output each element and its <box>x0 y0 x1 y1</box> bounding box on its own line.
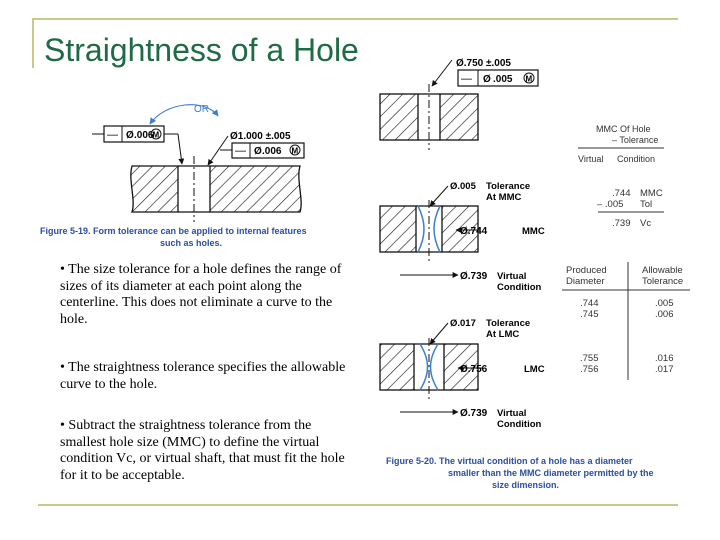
table-row-tolerance: .006 <box>655 309 674 320</box>
vc2-dia: Ø.739 <box>460 408 488 419</box>
straightness-symbol: — <box>461 73 472 85</box>
fcf-left-mod: M <box>152 130 160 140</box>
lmc-tol-at: At LMC <box>486 329 520 340</box>
table-row-tolerance: .005 <box>655 298 674 309</box>
table-row-diameter: .755 <box>580 353 599 364</box>
bullet-virtual-condition: • Subtract the straightness tolerance from the smallest hole size (MMC) to define the virtual condition Vc, or virtual shaft, that must fit the hole for it to be acceptable. <box>60 418 345 483</box>
lmc-dia: Ø.756 <box>460 364 488 375</box>
diameter-symbol: Ø <box>126 130 134 141</box>
fig20-lmc-case <box>380 318 545 430</box>
or-label: OR <box>194 104 209 115</box>
fig20-fcf-value: .005 <box>493 74 513 85</box>
calc-minus-005: – .005 <box>597 199 624 210</box>
slide-title: Straightness of a Hole <box>44 32 359 68</box>
lmc-word: LMC <box>524 364 545 375</box>
vc2-word1: Virtual <box>497 408 527 419</box>
fig20-top-part <box>380 84 478 150</box>
fig20-fcf <box>458 70 538 86</box>
calc-739: .739 <box>612 218 631 229</box>
calc-vc: Vc <box>640 218 652 229</box>
fcf-right <box>220 143 304 158</box>
mmc-tol-value: Ø.005 <box>450 181 476 192</box>
bullet-straightness-tolerance: • The straightness tolerance specifies the allowable curve to the hole. <box>60 360 346 392</box>
legend-virtual: Virtual <box>578 154 604 164</box>
table-row-tolerance: .016 <box>655 353 674 364</box>
fig20-caption-line3: size dimension. <box>492 480 560 490</box>
calc-tol: Tol <box>640 199 653 210</box>
fig20-mmc-case <box>380 181 545 293</box>
fig19-part-section <box>131 156 301 222</box>
calc-mmc: MMC <box>640 188 663 199</box>
fig19-size-label: Ø1.000 ±.005 <box>230 131 291 142</box>
fcf-left <box>92 126 182 164</box>
straightness-symbol: — <box>107 129 118 141</box>
legend-condition: Condition <box>617 154 656 164</box>
vc1-word1: Virtual <box>497 271 527 282</box>
fig20-legend <box>578 124 664 164</box>
figure-5-20 <box>380 58 690 490</box>
vc1-word2: Condition <box>497 282 542 293</box>
mmc-tol-word: Tolerance <box>486 181 531 192</box>
table-head-allowable: Allowable <box>642 265 683 276</box>
fig19-caption-line1: Figure 5-19. Form tolerance can be applied to internal features <box>40 226 307 236</box>
fig20-table <box>562 262 690 380</box>
bullet-size-tolerance: • The size tolerance for a hole defines the range of sizes of its diameter at each point along the centerline. This does not eliminate a curve to the hole. <box>60 262 342 327</box>
fcf-right-mod: M <box>291 146 299 156</box>
fig20-caption-line1: Figure 5-20. The virtual condition of a hole has a diameter <box>386 456 633 466</box>
fcf-left-value: .006 <box>134 130 154 141</box>
mmc-word: MMC <box>522 226 545 237</box>
legend-tolerance: – Tolerance <box>612 135 659 145</box>
diameter-symbol: Ø <box>254 146 262 157</box>
calc-744: .744 <box>612 188 631 199</box>
fig20-size-label: Ø.750 ±.005 <box>456 58 511 69</box>
fcf-right-value: .006 <box>262 146 282 157</box>
straightness-symbol: — <box>235 145 246 157</box>
lmc-tol-word: Tolerance <box>486 318 531 329</box>
table-row-diameter: .744 <box>580 298 599 309</box>
table-row-tolerance: .017 <box>655 364 674 375</box>
figure-5-19 <box>40 104 307 248</box>
table-row-diameter: .756 <box>580 364 599 375</box>
mmc-dia: Ø.744 <box>460 226 488 237</box>
lmc-tol-value: Ø.017 <box>450 318 476 329</box>
diameter-symbol: Ø <box>483 74 491 85</box>
vc2-word2: Condition <box>497 419 542 430</box>
fig19-caption-line2: such as holes. <box>160 238 223 248</box>
table-head-tolerance: Tolerance <box>642 276 684 287</box>
fig20-caption-line2: smaller than the MMC diameter permitted by the <box>448 468 654 478</box>
fig20-calc <box>597 188 664 229</box>
mmc-tol-at: At MMC <box>486 192 522 203</box>
table-head-produced: Produced <box>566 265 607 276</box>
table-row-diameter: .745 <box>580 309 599 320</box>
legend-mmc-of-hole: MMC Of Hole <box>596 124 651 134</box>
vc1-dia: Ø.739 <box>460 271 488 282</box>
table-head-diameter: Diameter <box>566 276 605 287</box>
fig20-fcf-mod: M <box>525 74 533 84</box>
